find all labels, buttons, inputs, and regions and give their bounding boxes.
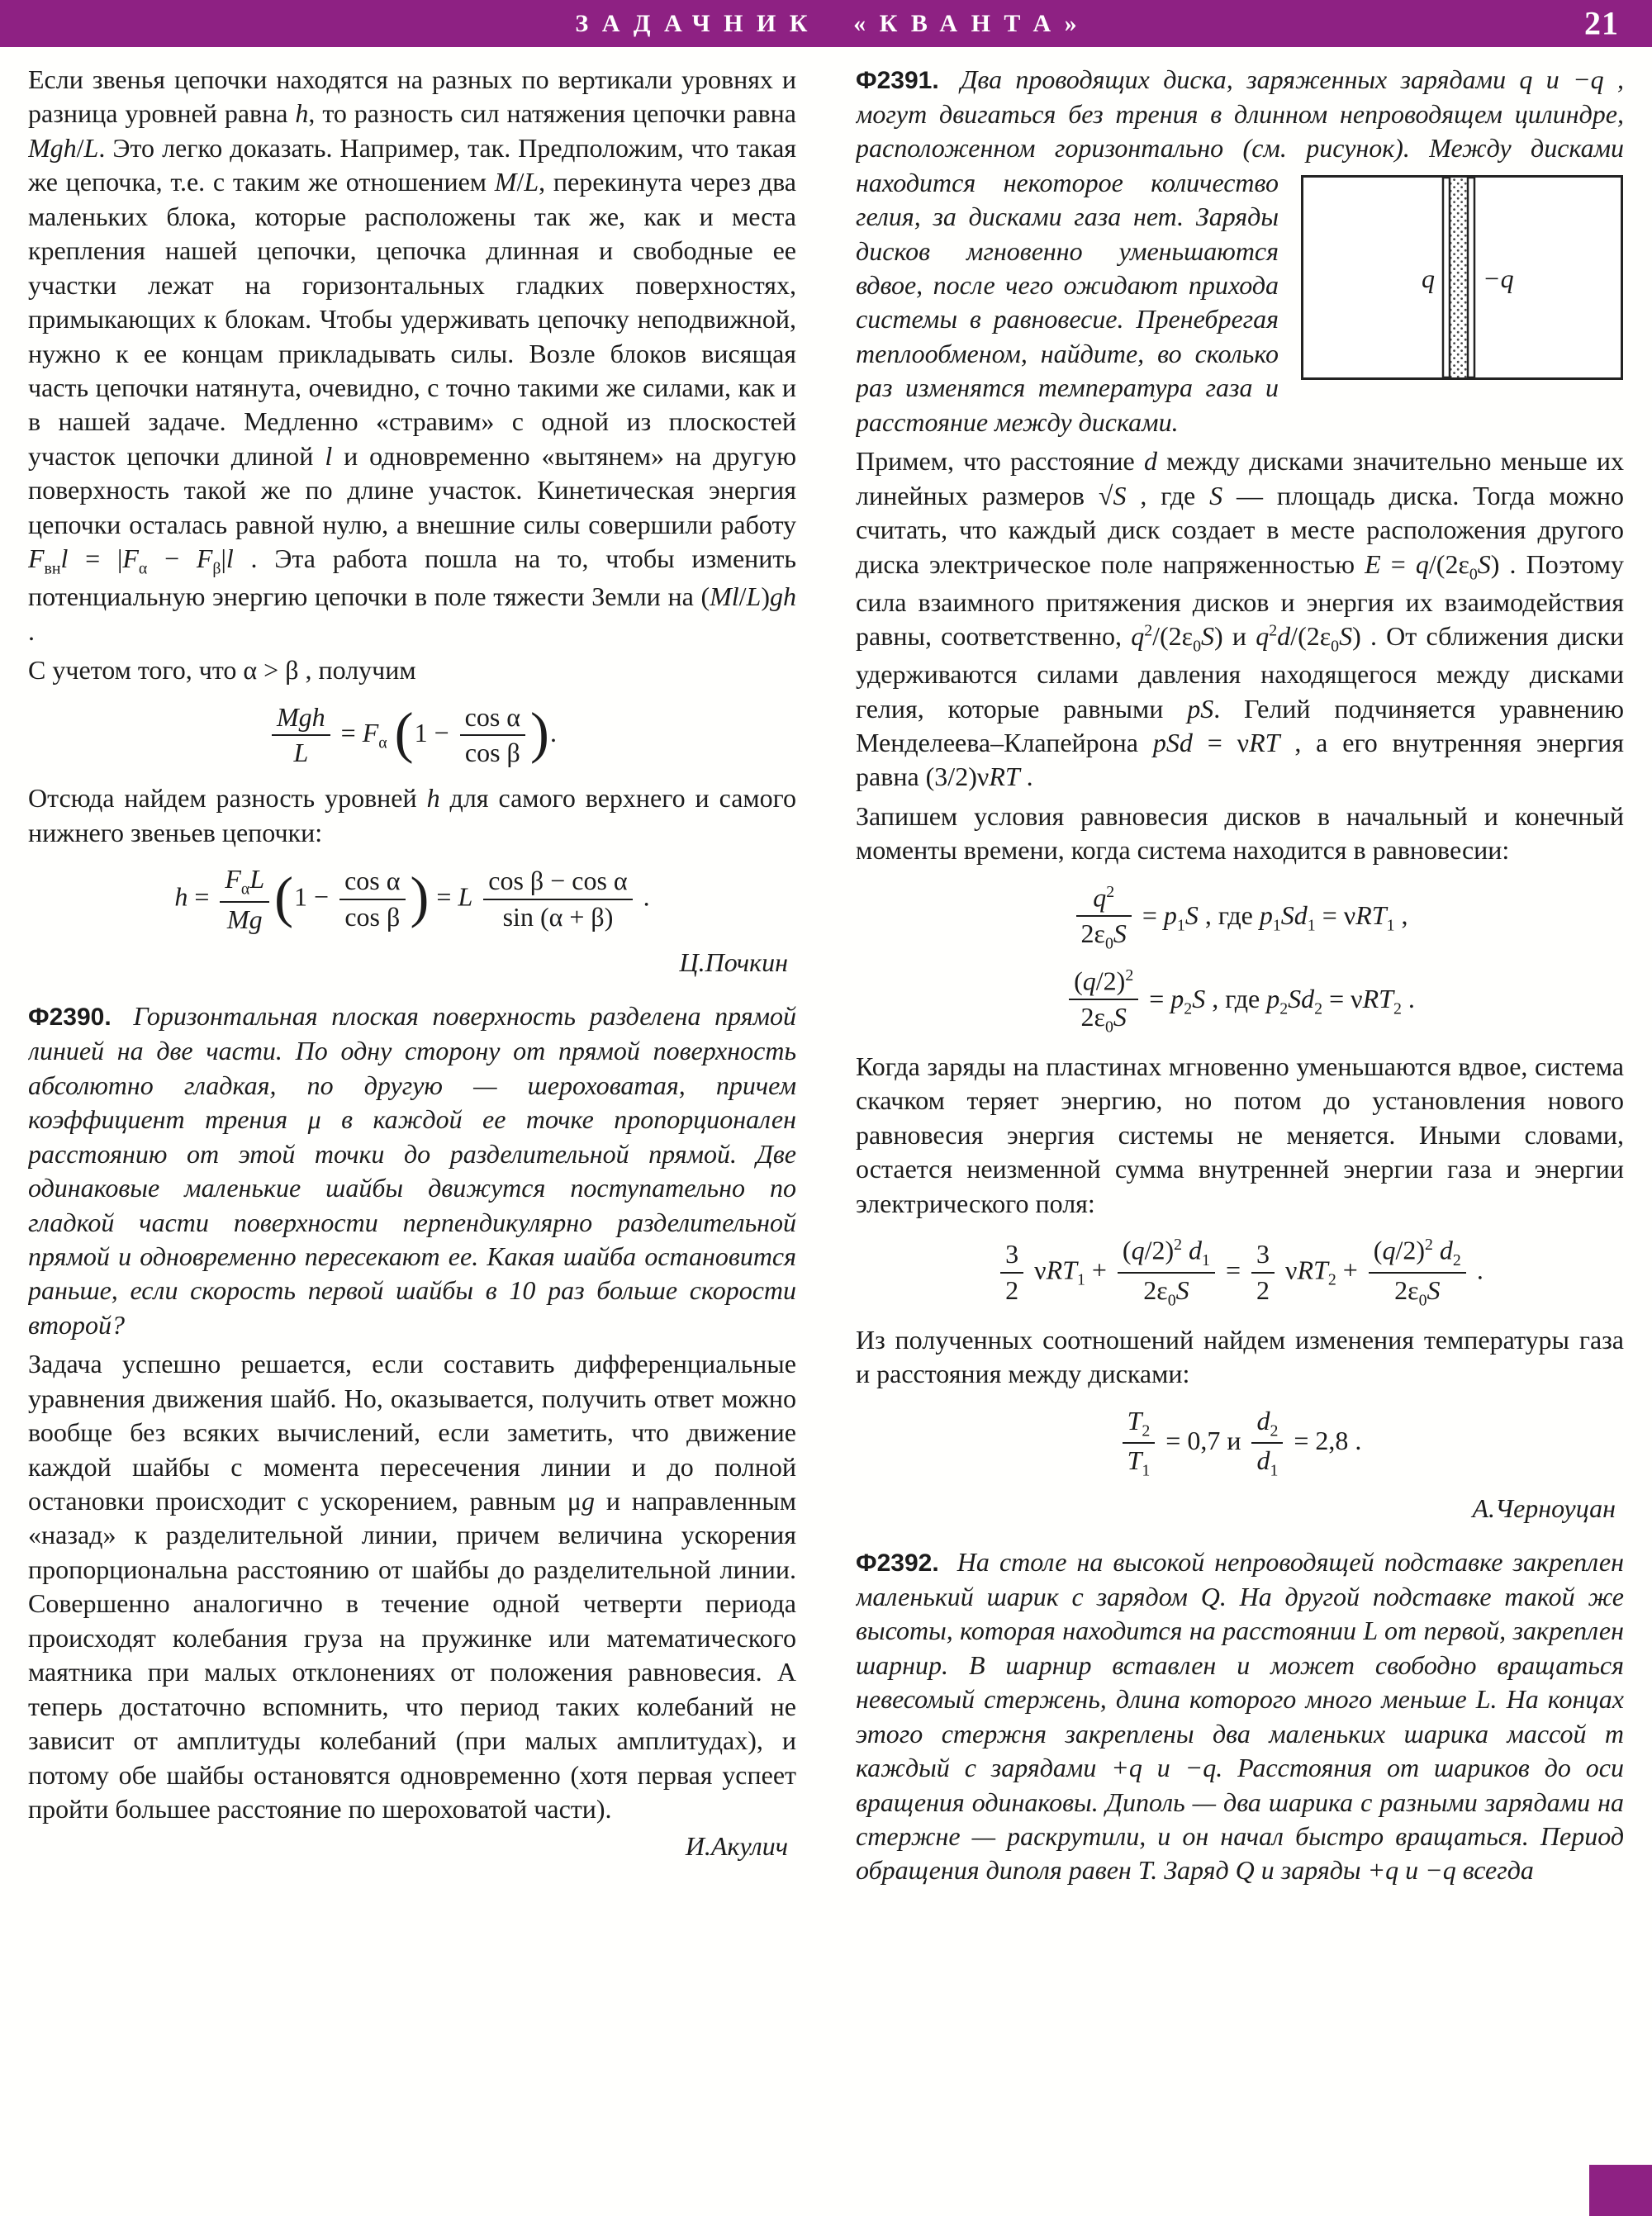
disk-left [1443, 178, 1450, 377]
problem-text-part2: Между дисками находится некоторое количество гелия, за дисками газа нет. Заряды дисков мгновенно уменьшаются вдвое, после чего ожидают прихода системы в равновесие. Пренебрегая теплообменом, найдите, во сколько раз изменятся температура газа и расстояние между дисками. [856, 133, 1624, 437]
problem-number: Ф2391. [856, 67, 939, 94]
page-title: ЗАДАЧНИК «КВАНТА» [575, 9, 1091, 37]
problem-text: Горизонтальная плоская поверхность разделена прямой линией на две части. По одну сторону от прямой поверхность абсолютно гладкая, по другую — шероховатая, причем коэффициент трения μ в каждой ее точке пропорционален расстоянию от этой точки до разделительной прямой. Две одинаковые маленькие шайбы движутся поступательно по гладкой части поверхности перпендикулярно разделительной прямой и одновременно пересекают ее. Какая шайба остановится раньше, если скорость первой шайбы в 10 раз больше скорости второй? [28, 1001, 796, 1340]
page-number: 21 [1584, 4, 1619, 42]
charge-label-left: q [1422, 263, 1435, 293]
right-column [856, 63, 1624, 2171]
solution-paragraph: Запишем условия равновесия дисков в начальный и конечный моменты времени, когда система находится в равновесии: [856, 800, 1624, 866]
problem-number: Ф2390. [28, 1004, 112, 1032]
solution-paragraph: С учетом того, что α > β , получим [28, 655, 416, 686]
author-signature: А.Черноуцан [1472, 1493, 1616, 1524]
author-signature: Ц.Почкин [679, 947, 788, 978]
solution-paragraph: Примем, что расстояние d между дисками значительно меньше их линейных размеров √S , где S — площадь диска. Тогда можно считать, что каждый диск создает в месте расположения другого диска электрическое поле напряженностью $E = q/(2\varepsilon_0S)$ . Поэтому сила взаимного притяжения дисков и энергия их взаимодействия равны, соответственно, $q^2/(2\varepsilon_0S)$ и $q^2d/(2\varepsilon_0S)$ . От сближения диски удерживаются силами давления находящегося между дисками гелия, которые равными pS. Гелий подчиняется уравнению Менделеева–Клапейрона pSd = νRT , а его внутренняя энергия равна (3/2)νRT . [856, 446, 1624, 792]
equation-answers: $\frac{T_2}{T_1}$ = 0,7 и $\frac{d_2}{d_1}$ = 2,8 . [856, 1407, 1624, 1480]
left-column [28, 63, 796, 2171]
equation-energy-conservation: $\frac{3}{2}$ νRT$_1$ + $\frac{(q/2)^2 d_1}{2\varepsilon_0S}$ = $\frac{3}{2}$ νRT$_2$ + $\frac{(q/2)^2 d_2}{2\varepsilon_0S}$ . [856, 1236, 1624, 1310]
author-signature: И.Акулич [685, 1831, 788, 1862]
solution-paragraph: Отсюда найдем разность уровней h для самого верхнего и самого нижнего звеньев цепочки: [28, 783, 796, 847]
solution-paragraph: Если звенья цепочки находятся на разных по вертикали уровнях и разница уровней равна h, то разность сил натяжения цепочки равна Mgh/L. Это легко доказать. Например, так. Предположим, что такая же цепочка, т.е. с таким же отношением M/L, перекинута через два маленьких блока, которые расположены так же, как и места крепления нашей цепочки, цепочка длинная и свободные ее участки лежат на горизонтальных гладких поверхностях, примыкающих к блокам. Чтобы удерживать цепочку неподвижной, нужно к ее концам прикладывать силы. Возле блоков висящая часть цепочки натянута, очевидно, с точно такими же силами, как и в нашей задаче. Медленно «стравим» с одной из плоскостей участок цепочки длиной l и одновременно «вытянем» на другую поверхность такой же по длине участок. Кинетическая энергия цепочки осталась равной нулю, а внешние силы совершили работу $F_{вн}l = |F_\alpha - F_\beta|l$ . Эта работа пошла на то, чтобы изменить потенциальную энергию цепочки в поле тяжести Земли на (Ml/L)gh . [28, 64, 796, 646]
corner-accent-block [1589, 2165, 1652, 2216]
problem-text: На столе на высокой непроводящей подставке закреплен маленький шарик с зарядом Q. На другой подставке такой же высоты, которая находится на расстоянии L от первой, закреплен шарнир. В шарнир вставлен и может свободно вращаться невесомый стержень, длина которого много меньше L. На концах этого стержня закреплены два маленьких шарика массой m каждый с зарядами +q и −q. Расстояния от шариков до оси вращения одинаковы. Диполь — два шарика с разными зарядами на стержне — раскрутили, и он начал быстро вращаться. Период обращения диполя равен T. Заряд Q и заряды +q и −q всегда [856, 1547, 1624, 1886]
header-bar [0, 0, 1652, 47]
equation-tension-difference: Mgh L = $F_\alpha$ (1 − $\frac{\text{cos α}}{\text{cos β}}$ ). [28, 703, 796, 769]
solution-paragraph: Задача успешно решается, если составить дифференциальные уравнения движения шайб. Но, оказывается, получить ответ можно вообще без всяких вычислений, если заметить, что движение каждой шайбы с момента пересечения линии и до полной остановки происходит с ускорением, равным μg и направленным «назад» к разделительной линии, причем величина ускорения пропорциональна расстоянию от шайбы до разделительной линии. Совершенно аналогично в течение одной четверти периода происходят колебания груза на пружинке или математического маятника при малых отклонениях от положения равновесия. А теперь достаточно вспомнить, что период таких колебаний не зависит от амплитуды колебаний (при малых амплитудах), и потому обе шайбы остановятся одновременно (хотя первая успеет пройти большее расстояние по шероховатой части). [28, 1349, 796, 1824]
helium-region [1450, 178, 1468, 377]
equation-equilibrium-final: $\frac{(q/2)^2}{2\varepsilon_0S}$ = $p_2S$ , где $p_2Sd_2 = \nu RT_2$ . [856, 966, 1624, 1037]
problem-f2390 [28, 999, 796, 1342]
problem-text-part1: Два проводящих диска, заряженных зарядами q и −q , могут двигаться без трения в длинном непроводящем цилиндре, расположенном горизонтально (см. рисунок). [856, 64, 1624, 164]
equation-height-difference: h = $F_\alpha L$ Mg (1 − $\frac{\text{cos α}}{\text{cos β}}$ ) = L $\frac{\text{cos β − cos α}}{\sin (\alpha + \beta)}$ . [174, 864, 650, 934]
solution-paragraph: Из полученных соотношений найдем изменения температуры газа и расстояния между дисками: [856, 1325, 1624, 1389]
charge-label-right: −q [1483, 263, 1514, 293]
cylinder-diagram [1300, 174, 1624, 381]
problem-f2391 [856, 63, 1624, 439]
problem-f2392 [856, 1545, 1624, 1888]
figure-f2391 [1300, 174, 1624, 381]
solution-paragraph: Когда заряды на пластинах мгновенно уменьшаются вдвое, система скачком теряет энергию, но потом до установления нового равновесия энергия системы не меняется. Иными словами, остается неизменной сумма внутренней энергии газа и энергии электрического поля: [856, 1051, 1624, 1218]
problem-number: Ф2392. [856, 1549, 939, 1578]
disk-right [1468, 178, 1474, 377]
equation-equilibrium-initial: $\frac{q^2}{2\varepsilon_0S}$ = $p_1S$ , где $p_1Sd_1 = \nu RT_1$ , [856, 883, 1624, 953]
two-column-layout [28, 63, 1624, 2171]
